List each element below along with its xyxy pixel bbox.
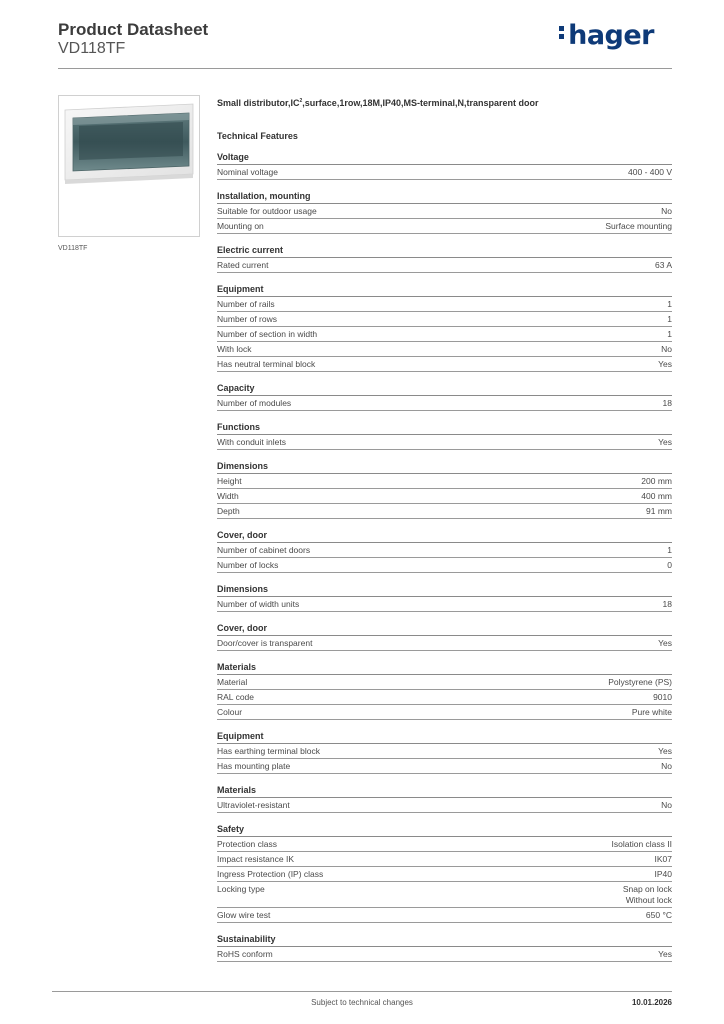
feature-value: Yes xyxy=(658,745,672,756)
feature-section xyxy=(217,190,672,234)
feature-label: Nominal voltage xyxy=(217,166,278,177)
feature-row xyxy=(217,759,672,774)
feature-label: Glow wire test xyxy=(217,909,271,920)
feature-section xyxy=(217,730,672,774)
distribution-box-illustration xyxy=(59,96,199,236)
image-caption: VD118TF xyxy=(58,245,88,252)
feature-label: Width xyxy=(217,490,239,501)
feature-value: Pure white xyxy=(631,706,672,717)
feature-label: Mounting on xyxy=(217,220,264,231)
technical-features-title: Technical Features xyxy=(217,131,298,141)
feature-label: Number of modules xyxy=(217,397,292,408)
feature-value: 1 xyxy=(667,544,672,555)
product-description xyxy=(217,94,672,108)
feature-value: 200 mm xyxy=(641,475,672,486)
feature-value: IK07 xyxy=(654,853,672,864)
feature-value: 400 mm xyxy=(641,490,672,501)
feature-sections xyxy=(217,151,672,962)
feature-section xyxy=(217,421,672,450)
section-title: Voltage xyxy=(217,151,672,165)
feature-value: 18 xyxy=(662,598,672,609)
section-title: Functions xyxy=(217,421,672,435)
feature-label: Ingress Protection (IP) class xyxy=(217,868,324,879)
feature-row xyxy=(217,357,672,372)
feature-value: No xyxy=(661,799,672,810)
feature-section xyxy=(217,529,672,573)
feature-row xyxy=(217,327,672,342)
feature-label: Rated current xyxy=(217,259,269,270)
feature-row xyxy=(217,867,672,882)
feature-value: Isolation class II xyxy=(611,838,672,849)
feature-label: RoHS conform xyxy=(217,948,273,959)
feature-section xyxy=(217,622,672,651)
feature-label: Door/cover is transparent xyxy=(217,637,313,648)
feature-value: 400 - 400 V xyxy=(628,166,672,177)
product-description-text: Small distributor,IC xyxy=(217,98,300,108)
feature-row xyxy=(217,489,672,504)
feature-section xyxy=(217,784,672,813)
feature-label: Depth xyxy=(217,505,240,516)
feature-row xyxy=(217,597,672,612)
feature-row xyxy=(217,543,672,558)
product-description-text-2: ,surface,1row,18M,IP40,MS-terminal,N,transparent door xyxy=(302,98,539,108)
hager-logo xyxy=(559,20,654,51)
feature-section xyxy=(217,283,672,372)
feature-value: No xyxy=(661,343,672,354)
header-divider xyxy=(58,68,672,69)
feature-value: 18 xyxy=(662,397,672,408)
feature-section xyxy=(217,583,672,612)
feature-value: Yes xyxy=(658,436,672,447)
feature-row xyxy=(217,675,672,690)
feature-row xyxy=(217,504,672,519)
feature-label: With conduit inlets xyxy=(217,436,286,447)
feature-label: Has neutral terminal block xyxy=(217,358,316,369)
feature-label: Number of locks xyxy=(217,559,279,570)
section-title: Cover, door xyxy=(217,529,672,543)
section-title: Materials xyxy=(217,661,672,675)
section-title: Sustainability xyxy=(217,933,672,947)
feature-label: Number of cabinet doors xyxy=(217,544,311,555)
feature-value: 63 A xyxy=(654,259,672,270)
section-title: Dimensions xyxy=(217,583,672,597)
section-title: Equipment xyxy=(217,283,672,297)
feature-row xyxy=(217,297,672,312)
feature-row xyxy=(217,342,672,357)
product-code: VD118TF xyxy=(58,40,126,57)
logo-text: hager xyxy=(568,20,654,51)
feature-label: Locking type xyxy=(217,883,265,894)
feature-value: Polystyrene (PS) xyxy=(608,676,672,687)
section-title: Equipment xyxy=(217,730,672,744)
feature-row xyxy=(217,558,672,573)
feature-label: Colour xyxy=(217,706,243,717)
feature-value: No xyxy=(661,205,672,216)
feature-value: Yes xyxy=(658,358,672,369)
feature-label: Suitable for outdoor usage xyxy=(217,205,317,216)
feature-row xyxy=(217,312,672,327)
feature-section xyxy=(217,382,672,411)
feature-section xyxy=(217,933,672,962)
section-title: Safety xyxy=(217,823,672,837)
feature-label: Number of section in width xyxy=(217,328,318,339)
footer-divider xyxy=(52,991,672,992)
feature-row xyxy=(217,882,672,908)
feature-value: Snap on lock Without lock xyxy=(622,883,672,905)
feature-row xyxy=(217,705,672,720)
feature-section xyxy=(217,151,672,180)
feature-row xyxy=(217,852,672,867)
feature-value: IP40 xyxy=(654,868,672,879)
page-header xyxy=(58,20,672,58)
feature-row xyxy=(217,744,672,759)
footer-date: 10.01.2026 xyxy=(631,998,672,1007)
feature-label: Number of rows xyxy=(217,313,277,324)
feature-value: 650 °C xyxy=(645,909,672,920)
feature-label: Ultraviolet-resistant xyxy=(217,799,290,810)
feature-label: Number of rails xyxy=(217,298,275,309)
feature-label: RAL code xyxy=(217,691,255,702)
section-title: Installation, mounting xyxy=(217,190,672,204)
feature-row xyxy=(217,165,672,180)
feature-value: Yes xyxy=(658,637,672,648)
page-title: Product Datasheet xyxy=(58,20,209,39)
feature-row xyxy=(217,837,672,852)
feature-section xyxy=(217,661,672,720)
feature-row xyxy=(217,947,672,962)
feature-section xyxy=(217,244,672,273)
logo-dots-icon xyxy=(559,23,565,42)
feature-section xyxy=(217,823,672,923)
feature-row xyxy=(217,435,672,450)
product-description-superscript: 2 xyxy=(299,98,303,104)
footer-note: Subject to technical changes xyxy=(311,998,413,1007)
feature-row xyxy=(217,474,672,489)
section-title: Capacity xyxy=(217,382,672,396)
feature-row xyxy=(217,204,672,219)
feature-label: With lock xyxy=(217,343,252,354)
feature-value: No xyxy=(661,760,672,771)
feature-value: 1 xyxy=(667,298,672,309)
feature-row xyxy=(217,798,672,813)
feature-label: Impact resistance IK xyxy=(217,853,295,864)
product-image xyxy=(58,95,200,237)
feature-value: 1 xyxy=(667,328,672,339)
feature-label: Has earthing terminal block xyxy=(217,745,320,756)
feature-value: 91 mm xyxy=(646,505,672,516)
section-title: Cover, door xyxy=(217,622,672,636)
feature-row xyxy=(217,219,672,234)
section-title: Materials xyxy=(217,784,672,798)
feature-row xyxy=(217,690,672,705)
feature-section xyxy=(217,460,672,519)
datasheet-content xyxy=(217,94,672,962)
feature-value: Surface mounting xyxy=(605,220,672,231)
feature-value: 1 xyxy=(667,313,672,324)
feature-label: Material xyxy=(217,676,248,687)
feature-value: 9010 xyxy=(653,691,672,702)
feature-value: Yes xyxy=(658,948,672,959)
feature-label: Protection class xyxy=(217,838,277,849)
feature-row xyxy=(217,396,672,411)
feature-label: Number of width units xyxy=(217,598,300,609)
section-title: Electric current xyxy=(217,244,672,258)
feature-row xyxy=(217,636,672,651)
feature-row xyxy=(217,258,672,273)
feature-row xyxy=(217,908,672,923)
feature-label: Has mounting plate xyxy=(217,760,291,771)
feature-value: 0 xyxy=(667,559,672,570)
feature-label: Height xyxy=(217,475,242,486)
section-title: Dimensions xyxy=(217,460,672,474)
